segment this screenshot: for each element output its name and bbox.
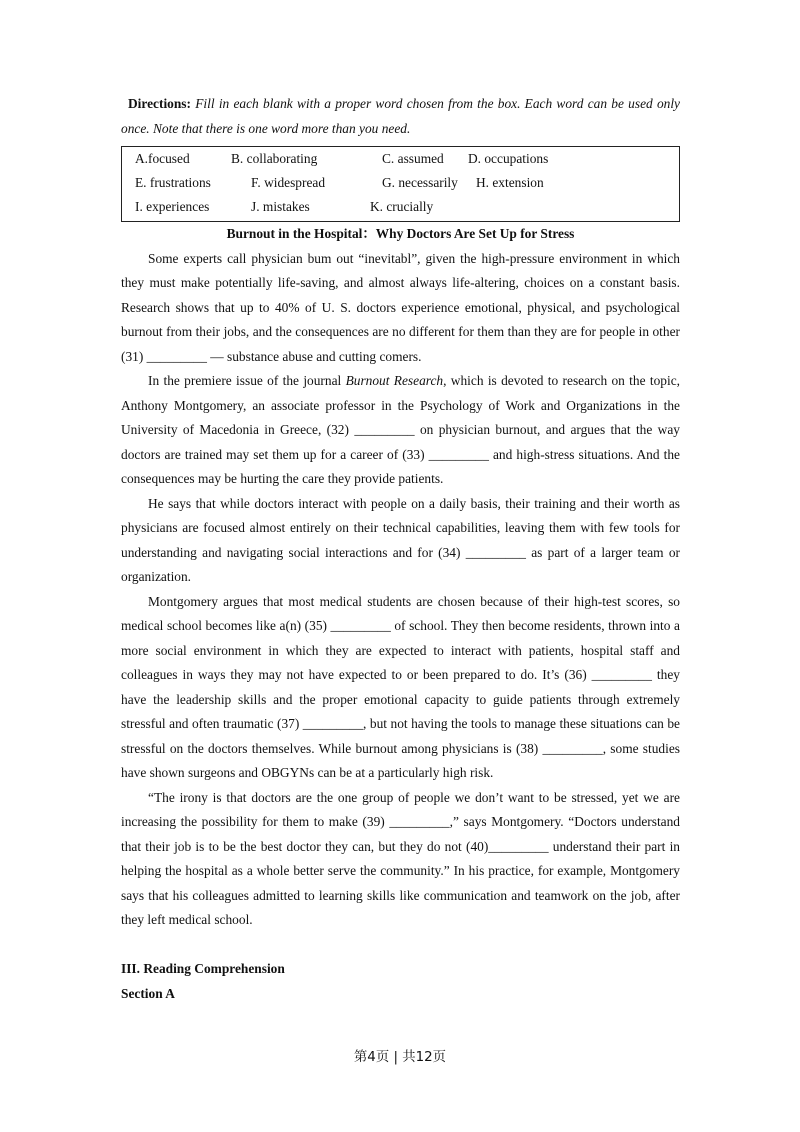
article-paragraph-3: He says that while doctors interact with people on a daily basis, their training and their worth as physicians are focused almost entirely on their technical capabilities, leaving them with few tools for understanding and navigating social interactions and for (34) _________ as part of a larger team or organization. <box>121 495 680 584</box>
word-option: B. collaborating <box>231 151 318 166</box>
journal-name: Burnout Research <box>345 373 444 388</box>
word-option: J. mistakes <box>251 199 310 214</box>
document-page <box>121 92 680 1006</box>
word-box-row <box>122 195 679 219</box>
article-paragraph-5: “The irony is that doctors are the one group of people we don’t want to be stressed, yet we are increasing the possibility for them to make (39) _________,” says Montgomery. “Doctors understand that their job is to be the best doctor they can, but they do not (40)_________ understand their part in helping the hospital as a whole better serve the community.” In his practice, for example, Montgomery says that his colleagues admitted to learning skills like communication and teamwork on the job, after they left medical school. <box>121 789 680 927</box>
paragraph-text: , which is devoted to research on the topic, Anthony Montgomery, an associate professor in the Psychology of Work and Organizations in the University of Macedonia in Greece, (32) _________ on physician burnout, and argues that the way doctors are trained may set them up for a career of (33) _________ and high-stress situations. And the consequences may be hurting the care they provide patients. <box>121 373 680 486</box>
article-paragraph-1: Some experts call physician bum out “inevitabl”, given the high-pressure environment in which they must make potentially life-saving, and almost always life-altering, choices on a constant basis. Research shows that up to 40% of U. S. doctors experience emotional, physical, and psychological burnout from their jobs, and the consequences are no different for them than they are for people in other (31) _________ — substance abuse and cutting comers. <box>121 250 680 364</box>
word-option: H. extension <box>476 175 544 190</box>
section-subheading: Section A <box>121 985 175 1001</box>
article-title: Burnout in the Hospital：Why Doctors Are Set Up for Stress <box>226 226 575 241</box>
directions <box>121 92 680 141</box>
word-box <box>121 146 680 222</box>
page-footer: 第4页 | 共12页 <box>353 1050 447 1065</box>
word-option: G. necessarily <box>382 175 458 190</box>
word-option: A.focused <box>135 151 190 166</box>
directions-label: Directions: <box>128 96 191 111</box>
section-heading: III. Reading Comprehension <box>121 961 285 976</box>
word-option: D. occupations <box>468 151 549 166</box>
word-option: E. frustrations <box>135 175 211 190</box>
article-paragraph-4: Montgomery argues that most medical students are chosen because of their high-test scores, so medical school becomes like a(n) (35) _________ of school. They then become residents, thrown into a more social environment in which they are expected to interact with patients, hospital staff and colleagues in ways they may not have expected to or been prepared to do. It’s (36) _________ they have the leadership skills and the proper emotional capacity to guide patients through extremely stressful and often traumatic (37) _________, but not having the tools to manage these situations can be stressful on the doctors themselves. While burnout among physicians is (38) _________, some studies have shown surgeons and OBGYNs can be at a particularly high risk. <box>121 593 680 780</box>
paragraph-text: In the premiere issue of the journal <box>148 373 346 388</box>
word-box-row <box>122 171 679 195</box>
article-paragraph-2 <box>121 369 680 492</box>
spacer <box>121 933 680 958</box>
word-box-row <box>122 147 679 171</box>
word-option: K. crucially <box>370 199 434 214</box>
word-option: F. widespread <box>251 175 326 190</box>
word-option: I. experiences <box>135 199 210 214</box>
directions-text: Fill in each blank with a proper word chosen from the box. Each word can be used only once. Note that there is one word more than you need. <box>121 96 680 136</box>
word-option: C. assumed <box>382 151 444 166</box>
